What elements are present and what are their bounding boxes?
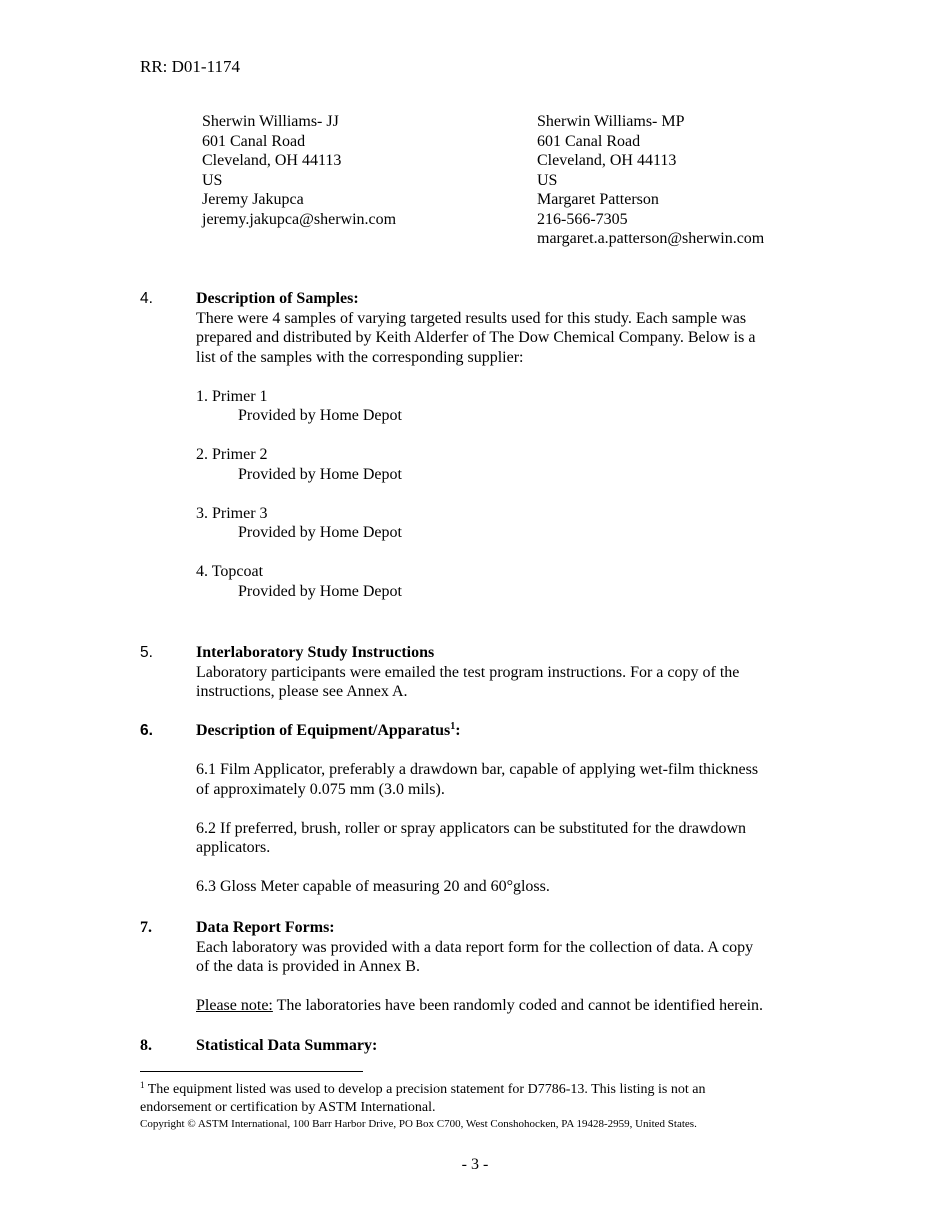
footnote-divider — [140, 1071, 363, 1072]
section-5-number: 5. — [140, 644, 153, 661]
section-7-body-line: of the data is provided in Annex B. — [196, 958, 420, 975]
section-4-number: 4. — [140, 290, 153, 307]
note-label: Please note: — [196, 997, 273, 1014]
sample-label: 1. Primer 1 — [196, 387, 268, 405]
sample-label: 2. Primer 2 — [196, 446, 268, 463]
footnote — [140, 1081, 820, 1116]
sample-supplier: Provided by Home Depot — [238, 524, 402, 541]
lab-address-block-jj — [202, 112, 396, 229]
section-5-instructions — [196, 643, 816, 702]
section-8-heading: Statistical Data Summary: — [196, 1037, 378, 1054]
lab-street: 601 Canal Road — [537, 132, 641, 150]
report-id-header: RR: D01-1174 — [140, 57, 240, 76]
section-7-body-line: Each laboratory was provided with a data report form for the collection of data. A copy — [196, 938, 754, 956]
sample-item — [196, 504, 816, 543]
equipment-item-6-2 — [196, 819, 816, 858]
copyright-notice: Copyright © ASTM International, 100 Barr Harbor Drive, PO Box C700, West Conshohocken, PA 19428-2959, United States. — [140, 1118, 697, 1130]
section-5-body-line: Laboratory participants were emailed the test program instructions. For a copy of the — [196, 663, 740, 681]
equipment-item-6-1 — [196, 760, 816, 799]
section-4-body-line: There were 4 samples of varying targeted results used for this study. Each sample was — [196, 309, 747, 327]
lab-name: Sherwin Williams- JJ — [202, 113, 339, 130]
lab-contact: Jeremy Jakupca — [202, 191, 304, 208]
section-5-body-line: instructions, please see Annex A. — [196, 683, 408, 700]
lab-address-block-mp — [537, 112, 764, 249]
lab-phone: 216-566-7305 — [537, 210, 628, 228]
section-8-number: 8. — [140, 1037, 152, 1054]
equipment-line: applicators. — [196, 839, 271, 856]
section-8-statistical-summary — [196, 1036, 816, 1056]
lab-street: 601 Canal Road — [202, 132, 306, 150]
sample-supplier: Provided by Home Depot — [238, 407, 402, 424]
lab-country: US — [202, 171, 223, 189]
section-6-number: 6. — [140, 722, 153, 739]
sample-item — [196, 387, 816, 426]
section-6-equipment — [196, 721, 816, 897]
equipment-line: 6.2 If preferred, brush, roller or spray applicators can be substituted for the drawdown — [196, 819, 747, 837]
footnote-marker: 1 — [140, 1080, 145, 1090]
sample-label: 4. Topcoat — [196, 563, 264, 580]
equipment-line: 6.1 Film Applicator, preferably a drawdown bar, capable of applying wet-film thickness — [196, 761, 759, 778]
lab-city: Cleveland, OH 44113 — [537, 152, 677, 169]
section-6-heading-text: Description of Equipment/Apparatus — [196, 722, 451, 739]
equipment-item-6-3 — [196, 877, 816, 897]
lab-contact: Margaret Patterson — [537, 191, 659, 208]
section-4-description-of-samples — [196, 289, 816, 601]
sample-item — [196, 445, 816, 484]
section-5-heading: Interlaboratory Study Instructions — [196, 644, 435, 661]
section-4-body-line: prepared and distributed by Keith Alderfer of The Dow Chemical Company. Below is a — [196, 329, 756, 346]
section-6-heading — [196, 721, 816, 741]
lab-city: Cleveland, OH 44113 — [202, 152, 342, 169]
note-text: The laboratories have been randomly coded and cannot be identified herein. — [272, 997, 764, 1014]
footnote-ref-1: 1 — [450, 721, 456, 732]
section-4-body-line: list of the samples with the corresponding supplier: — [196, 348, 524, 366]
section-4-heading: Description of Samples: — [196, 290, 359, 307]
equipment-line: 6.3 Gloss Meter capable of measuring 20 and 60°gloss. — [196, 878, 550, 895]
lab-country: US — [537, 171, 558, 189]
section-7-note — [196, 996, 816, 1016]
section-6-heading-suffix: : — [455, 722, 461, 739]
sample-item — [196, 562, 816, 601]
sample-label: 3. Primer 3 — [196, 504, 268, 522]
lab-email: jeremy.jakupca@sherwin.com — [202, 210, 397, 228]
sample-supplier: Provided by Home Depot — [238, 582, 402, 600]
equipment-line: of approximately 0.075 mm (3.0 mils). — [196, 780, 445, 798]
section-7-heading: Data Report Forms: — [196, 919, 335, 936]
section-7-number: 7. — [140, 919, 152, 936]
sample-supplier: Provided by Home Depot — [238, 465, 402, 483]
page-number: - 3 - — [461, 1156, 489, 1173]
lab-name: Sherwin Williams- MP — [537, 113, 685, 130]
footnote-line: endorsement or certification by ASTM International. — [140, 1099, 436, 1115]
footnote-line: The equipment listed was used to develop a precision statement for D7786-13. This listing is not an — [144, 1082, 706, 1097]
section-7-data-report-forms — [196, 918, 816, 1016]
lab-email: margaret.a.patterson@sherwin.com — [537, 230, 765, 247]
